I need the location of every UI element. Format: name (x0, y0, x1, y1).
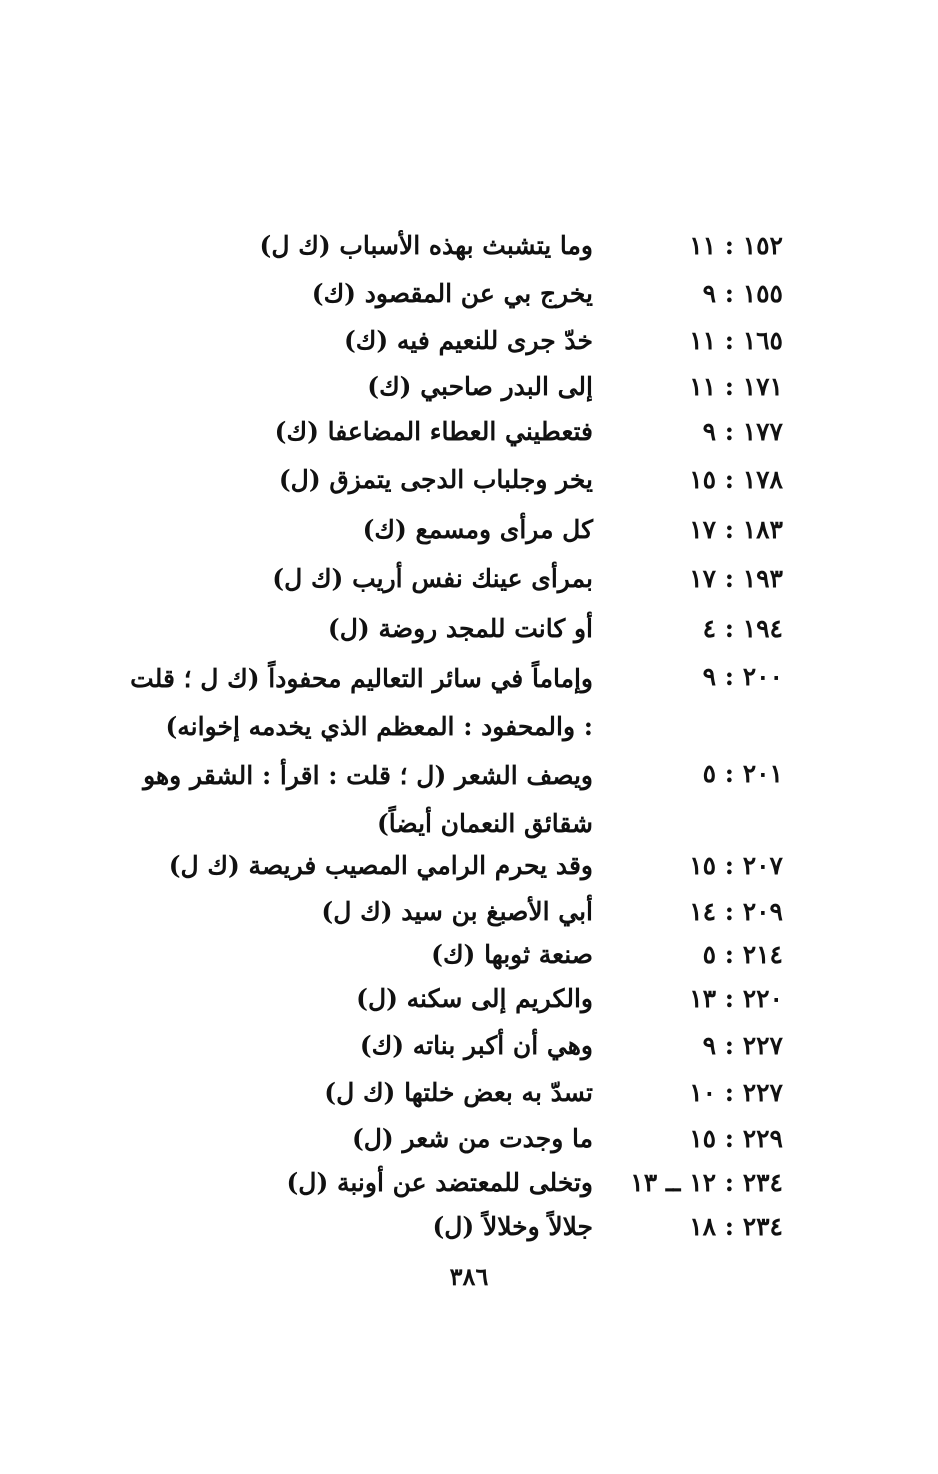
entry-row (0, 410, 938, 454)
entry-reference: ٢٠٠ : ٩ (702, 662, 783, 691)
entry-reference: ١٧٧ : ٩ (702, 417, 783, 446)
entry-text: صنعة ثوبها (ك) (431, 940, 593, 969)
entry-row (0, 1205, 938, 1249)
entry-row (0, 1117, 938, 1161)
entry-reference: ١٧١ : ١١ (689, 372, 783, 401)
entry-reference: ١٩٤ : ٤ (702, 614, 783, 643)
entry-row (0, 752, 938, 838)
entry-reference: ١٦٥ : ١١ (689, 326, 783, 355)
entry-text: ويصف الشعر (ل ؛ قلت : اقرأ : الشقر وهو شقائق النعمان أيضاً) (143, 761, 593, 838)
entry-text: كل مرأى ومسمع (ك) (362, 515, 593, 544)
entry-text: إلى البدر صاحبي (ك) (367, 372, 593, 401)
entry-row (0, 319, 938, 363)
entry-text: ما وجدت من شعر (ل) (351, 1124, 593, 1153)
entry-reference: ١٥٢ : ١١ (689, 231, 783, 260)
entry-row (0, 508, 938, 552)
entry-row (0, 1161, 938, 1205)
entry-reference: ١٩٣ : ١٧ (689, 564, 783, 593)
entry-reference: ٢٢٠ : ١٣ (689, 984, 783, 1013)
entry-reference: ٢٢٩ : ١٥ (689, 1124, 783, 1153)
entry-text: جلالاً وخلالاً (ل) (432, 1212, 593, 1241)
entry-text: وتخلى للمعتضد عن أونبة (ل) (286, 1168, 593, 1197)
entry-text: يخر وجلباب الدجى يتمزق (ل) (278, 465, 593, 494)
entry-text: وقد يحرم الرامي المصيب فريصة (ك ل) (168, 851, 593, 880)
entry-reference: ١٨٣ : ١٧ (689, 515, 783, 544)
entry-text: يخرج بي عن المقصود (ك) (311, 279, 593, 308)
entry-text: فتعطيني العطاء المضاعفا (ك) (274, 417, 593, 446)
entry-reference: ١٥٥ : ٩ (702, 279, 783, 308)
entry-text: أبي الأصبغ بن سيد (ك ل) (321, 897, 593, 926)
entry-row (0, 1071, 938, 1115)
entry-text: وما يتشبث بهذه الأسباب (ك ل) (259, 231, 593, 260)
entry-row (0, 365, 938, 409)
entry-text: بمرأى عينك نفس أريب (ك ل) (272, 564, 593, 593)
entry-reference: ٢٢٧ : ١٠ (689, 1078, 783, 1107)
entry-row (0, 1024, 938, 1068)
entry-row (0, 224, 938, 268)
entry-reference: ١٧٨ : ١٥ (689, 465, 783, 494)
entry-text: وإماماً في سائر التعاليم محفوداً (ك ل ؛ قلت : والمحفود : المعظم الذي يخدمه إخوانه) (130, 664, 593, 741)
entry-text: أو كانت للمجد روضة (ل) (327, 614, 593, 643)
entry-reference: ٢٠٩ : ١٤ (689, 897, 783, 926)
entry-reference: ٢١٤ : ٥ (702, 940, 783, 969)
page-number: ٣٨٦ (449, 1262, 489, 1291)
entry-row (0, 557, 938, 601)
entry-text: وهي أن أكبر بناته (ك) (359, 1031, 593, 1060)
entry-row (0, 844, 938, 888)
entry-text: تسدّ به بعض خلتها (ك ل) (324, 1078, 593, 1107)
entry-reference: ٢٢٧ : ٩ (702, 1031, 783, 1060)
entry-text: خدّ جرى للنعيم فيه (ك) (343, 326, 593, 355)
entry-row (0, 272, 938, 316)
entry-reference: ٢٣٤ : ١٢ ــ ١٣ (630, 1168, 783, 1197)
entry-row (0, 933, 938, 977)
entry-row (0, 458, 938, 502)
entry-row (0, 977, 938, 1021)
entry-row (0, 655, 938, 741)
entry-reference: ٢٠٧ : ١٥ (689, 851, 783, 880)
entry-text: والكريم إلى سكنه (ل) (356, 984, 593, 1013)
entry-reference: ٢٠١ : ٥ (702, 759, 783, 788)
entry-row (0, 890, 938, 934)
entry-reference: ٢٣٤ : ١٨ (689, 1212, 783, 1241)
entry-row (0, 607, 938, 651)
